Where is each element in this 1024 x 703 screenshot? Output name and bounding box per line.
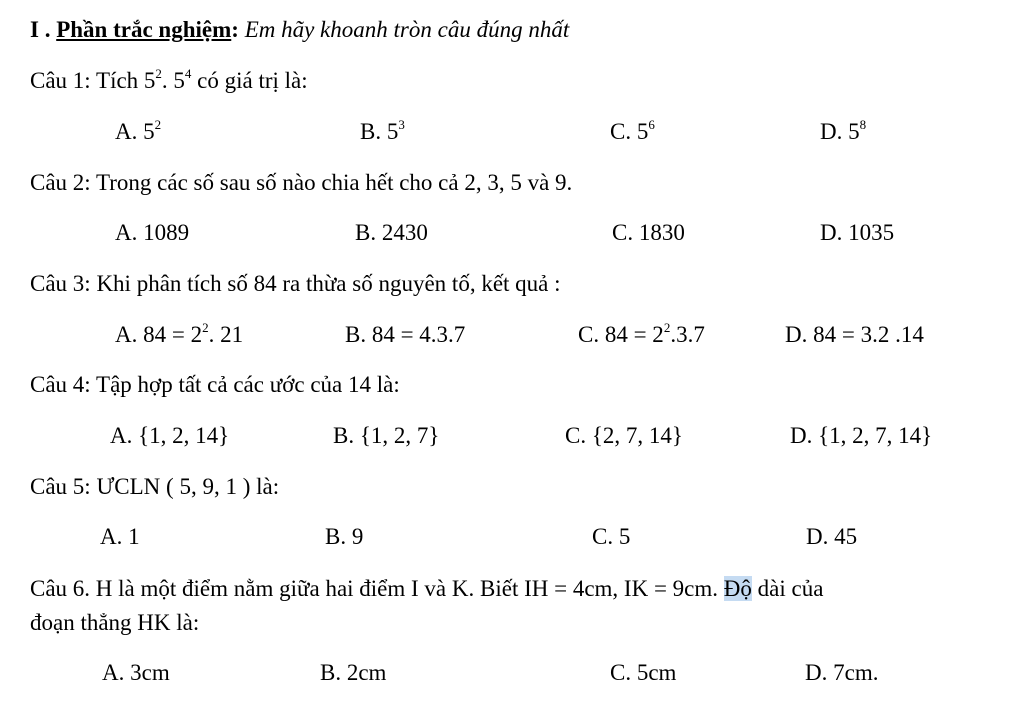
q4-option-b[interactable]: B. {1, 2, 7} — [333, 423, 440, 448]
q1-exp1: 2 — [155, 66, 162, 81]
q1-option-a[interactable] — [115, 117, 161, 147]
q2-option-c[interactable]: C. 1830 — [612, 220, 685, 245]
q3-option-b[interactable]: B. 84 = 4.3.7 — [345, 322, 466, 347]
section-heading — [30, 15, 569, 45]
question-1 — [30, 66, 308, 96]
q6-text-start: Câu 6. H là một điểm nằm giữa hai điểm I và K. Biết IH = 4cm, IK = 9cm. — [30, 576, 724, 601]
q1-suffix: có giá trị là: — [191, 68, 308, 93]
q3-option-a-pre: A. 84 = 2 — [115, 322, 203, 347]
q4-option-c[interactable]: C. {2, 7, 14} — [565, 423, 683, 448]
q1-option-b-label: B. 5 — [360, 119, 399, 144]
q1-option-c-exp: 6 — [648, 117, 655, 132]
question-5: Câu 5: ƯCLN ( 5, 9, 1 ) là: — [30, 474, 280, 499]
q3-option-c-exp: 2 — [663, 320, 671, 335]
q5-option-a[interactable]: A. 1 — [100, 524, 140, 549]
q1-option-d[interactable] — [820, 117, 866, 147]
q1-option-b[interactable] — [360, 117, 405, 147]
q6-option-b[interactable]: B. 2cm — [320, 660, 387, 685]
section-number: I . — [30, 17, 51, 42]
q3-option-c[interactable] — [578, 320, 705, 350]
q2-option-b[interactable]: B. 2430 — [355, 220, 428, 245]
q3-option-c-post: .3.7 — [670, 322, 705, 347]
q4-option-d[interactable]: D. {1, 2, 7, 14} — [790, 423, 933, 448]
q6-option-d[interactable]: D. 7cm. — [805, 660, 879, 685]
q1-option-d-exp: 8 — [859, 117, 867, 132]
q1-option-d-label: D. 5 — [820, 119, 860, 144]
q1-prefix: Câu 1: Tích 5 — [30, 68, 156, 93]
q6-option-c[interactable]: C. 5cm — [610, 660, 677, 685]
section-instruction: Em hãy khoanh tròn câu đúng nhất — [244, 17, 570, 42]
section-colon: : — [231, 17, 239, 42]
q1-option-b-exp: 3 — [398, 117, 405, 132]
q1-option-a-exp: 2 — [154, 117, 162, 132]
q3-option-d[interactable]: D. 84 = 3.2 .14 — [785, 322, 924, 347]
q6-highlighted-word: Độ — [723, 576, 752, 601]
q6-text-end: dài của — [751, 576, 824, 601]
q1-option-a-label: A. 5 — [115, 119, 155, 144]
q2-option-d[interactable]: D. 1035 — [820, 220, 895, 245]
q3-option-a-post: . 21 — [208, 322, 244, 347]
q1-option-c-label: C. 5 — [610, 119, 649, 144]
q3-option-a[interactable] — [115, 320, 243, 350]
q1-mid: . 5 — [161, 68, 185, 93]
q3-option-a-exp: 2 — [202, 320, 209, 335]
question-2: Câu 2: Trong các số sau số nào chia hết cho cả 2, 3, 5 và 9. — [30, 170, 573, 195]
q4-option-a[interactable]: A. {1, 2, 14} — [110, 423, 230, 448]
question-6-line2: đoạn thẳng HK là: — [30, 610, 200, 635]
q5-option-c[interactable]: C. 5 — [592, 524, 631, 549]
q3-option-c-pre: C. 84 = 2 — [578, 322, 664, 347]
section-title: Phần trắc nghiệm — [56, 17, 232, 42]
q1-exp2: 4 — [184, 66, 192, 81]
question-3: Câu 3: Khi phân tích số 84 ra thừa số nguyên tố, kết quả : — [30, 271, 561, 296]
q5-option-d[interactable]: D. 45 — [806, 524, 858, 549]
question-4: Câu 4: Tập hợp tất cả các ước của 14 là: — [30, 372, 400, 397]
q2-option-a[interactable]: A. 1089 — [115, 220, 190, 245]
q6-option-a[interactable]: A. 3cm — [102, 660, 170, 685]
question-6-line1 — [30, 574, 823, 604]
q5-option-b[interactable]: B. 9 — [325, 524, 364, 549]
q1-option-c[interactable] — [610, 117, 655, 147]
